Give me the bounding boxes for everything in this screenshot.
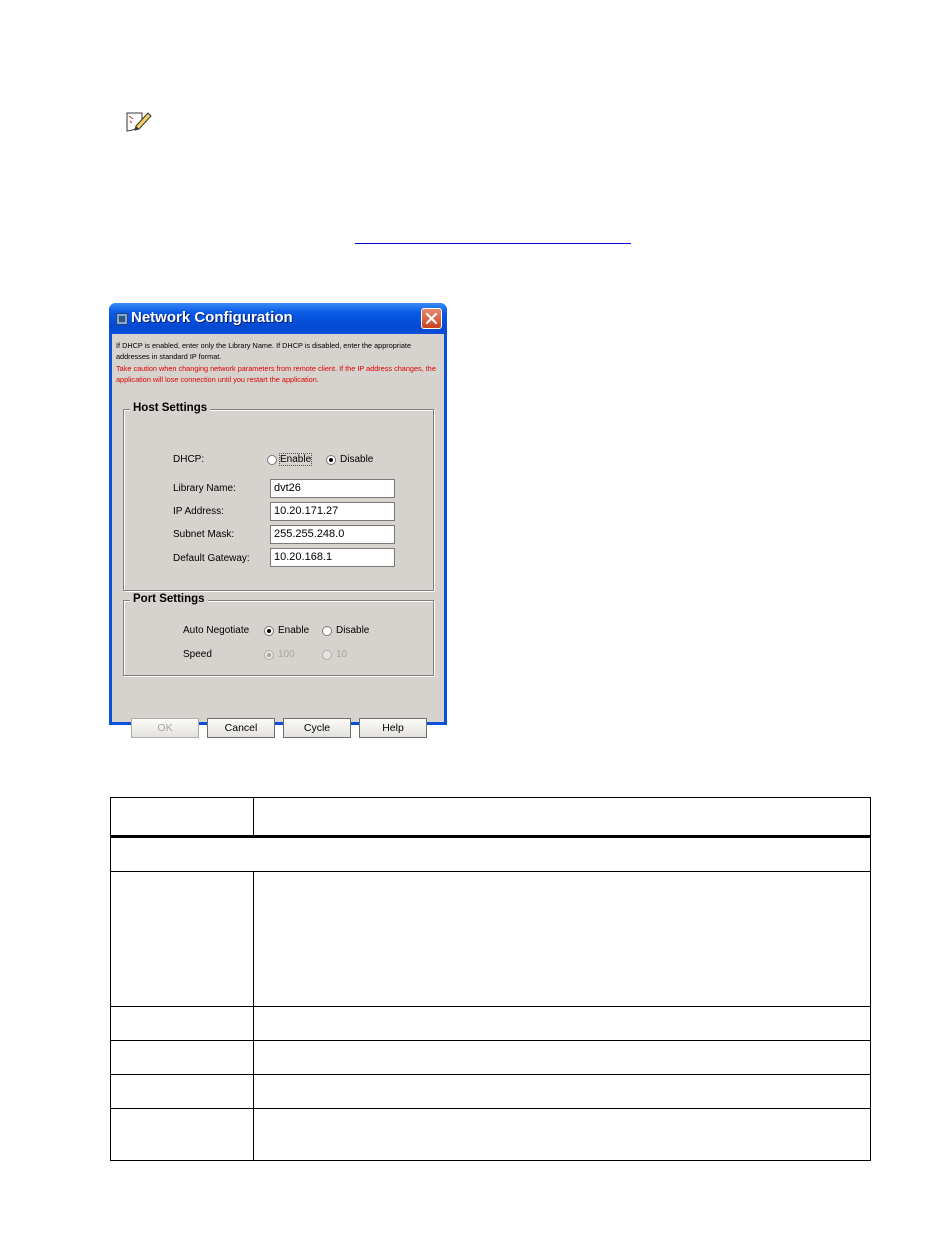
table-column-divider: [253, 872, 254, 1160]
instructions-text: [116, 340, 442, 385]
settings-description-table: [110, 797, 871, 1161]
dialog-body: [112, 334, 444, 734]
subnet-mask-label: Subnet Mask:: [173, 529, 235, 540]
title-bar[interactable]: [109, 303, 447, 334]
note-icon: [124, 108, 154, 136]
table-row-border: [111, 1006, 870, 1007]
speed-label: Speed: [183, 649, 212, 660]
auto-negotiate-enable-label[interactable]: Enable: [278, 625, 310, 636]
auto-negotiate-disable-radio[interactable]: [322, 626, 332, 636]
ok-button[interactable]: OK: [131, 718, 199, 738]
table-header-rule: [111, 835, 870, 838]
cancel-button[interactable]: Cancel: [207, 718, 275, 738]
speed-100-radio[interactable]: [264, 650, 274, 660]
port-settings-legend: Port Settings: [130, 593, 208, 605]
dhcp-label: DHCP:: [173, 454, 205, 465]
subnet-mask-field[interactable]: 255.255.248.0: [270, 525, 395, 544]
dhcp-enable-label[interactable]: Enable: [280, 454, 312, 465]
library-name-field[interactable]: dvt26: [270, 479, 395, 498]
close-button[interactable]: [421, 308, 442, 329]
default-gateway-field[interactable]: 10.20.168.1: [270, 548, 395, 567]
auto-negotiate-enable-radio[interactable]: [264, 626, 274, 636]
speed-10-radio[interactable]: [322, 650, 332, 660]
caution-text: Take caution when changing network parameters from remote client. If the IP address changes, the application will lose connection until you restart the application.: [116, 363, 436, 384]
table-header-divider: [253, 798, 254, 837]
speed-10-label: 10: [336, 649, 348, 660]
ip-address-field[interactable]: 10.20.171.27: [270, 502, 395, 521]
table-row-border: [111, 871, 870, 872]
port-settings-group: [123, 593, 434, 676]
cross-reference-link[interactable]: [355, 243, 631, 244]
table-row-border: [111, 1040, 870, 1041]
host-settings-group: [123, 402, 434, 591]
dhcp-info-text: If DHCP is enabled, enter only the Library Name. If DHCP is disabled, enter the appropriate addresses in standard IP format.: [116, 341, 412, 362]
dhcp-disable-radio[interactable]: [326, 455, 336, 465]
dhcp-enable-radio[interactable]: [267, 455, 277, 465]
network-configuration-dialog: [109, 303, 447, 734]
host-settings-legend: Host Settings: [130, 402, 210, 414]
ip-address-label: IP Address:: [173, 506, 224, 517]
table-row-border: [111, 1108, 870, 1109]
auto-negotiate-label: Auto Negotiate: [183, 625, 250, 636]
dhcp-disable-label[interactable]: Disable: [340, 454, 374, 465]
cycle-button[interactable]: Cycle: [283, 718, 351, 738]
close-icon: [425, 312, 438, 325]
help-button[interactable]: Help: [359, 718, 427, 738]
auto-negotiate-disable-label[interactable]: Disable: [336, 625, 370, 636]
library-name-label: Library Name:: [173, 483, 236, 494]
dialog-title: Network Configuration: [131, 309, 293, 326]
speed-100-label: 100: [278, 649, 295, 660]
default-gateway-label: Default Gateway:: [173, 553, 250, 564]
table-row-border: [111, 1074, 870, 1075]
app-icon: [116, 313, 128, 325]
